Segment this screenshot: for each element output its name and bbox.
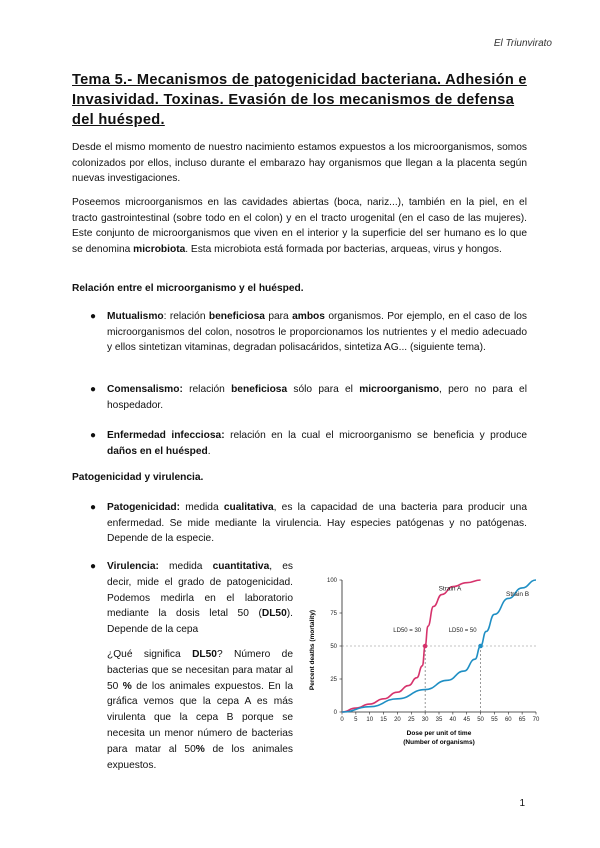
header-author: El Triunvirato bbox=[493, 38, 552, 49]
x-axis-label: Dose per unit of time bbox=[406, 730, 472, 737]
bullet-comensalismo: Comensalismo: relación beneficiosa sólo para el microorganismo, pero no para el hospedador. bbox=[107, 384, 527, 411]
page-number: 1 bbox=[519, 798, 525, 809]
bullet-icon: ● bbox=[90, 561, 97, 572]
x-tick-label: 70 bbox=[532, 717, 540, 723]
section-heading-relacion: Relación entre el microorganismo y el huésped. bbox=[72, 283, 304, 294]
page-title: Tema 5.- Mecanismos de patogenicidad bacteriana. Adhesión e Invasividad. Toxinas. Evasión de los mecanismos de defensa del huésped. bbox=[72, 72, 527, 128]
y-tick-label: 50 bbox=[330, 644, 337, 650]
ld50-point bbox=[478, 644, 483, 649]
bullet-icon: ● bbox=[90, 384, 97, 395]
bullet-icon: ● bbox=[90, 502, 97, 513]
bullet-virulencia: Virulencia: medida cuantitativa, es decir, mide el grado de patogenicidad. Podemos medirla en el laboratorio mediante la dosis letal 50 (DL50). Depende de la cepa bbox=[107, 561, 294, 636]
bullet-icon: ● bbox=[90, 311, 97, 322]
x-tick-label: 35 bbox=[435, 717, 443, 723]
intro-paragraph: Desde el mismo momento de nuestro nacimiento estamos expuestos a los microorganismos, somos colonizados por ellos, incluso durante el embarazo hay organismos que llegan a la placenta según nuevas investigaciones. bbox=[72, 142, 527, 185]
x-tick-label: 50 bbox=[477, 717, 484, 723]
x-tick-label: 60 bbox=[504, 717, 512, 723]
y-tick-label: 0 bbox=[333, 710, 337, 716]
y-tick-label: 25 bbox=[330, 677, 337, 683]
bullet-mutualismo: Mutualismo: relación beneficiosa para ambos organismos. Por ejemplo, en el caso de los microorganismos del colon, nosotros le proporcionamos los nutrientes y el medio adecuado y ellos sintetizan vitaminas, degradan polisacáridos, sintetiza AG... (siguiente tema). bbox=[107, 311, 527, 354]
x-tick-label: 0 bbox=[340, 717, 344, 723]
dl50-paragraph: ¿Qué significa DL50? Número de bacterias que se necesitan para matar al 50 % de los animales expuestos. En la gráfica vemos que la cepa A es más virulenta que la cepa B porque se necesita un menor número de bacterias para matar al 50% de los animales expuestos. bbox=[107, 649, 293, 771]
y-tick-label: 75 bbox=[330, 611, 337, 617]
x-tick-label: 40 bbox=[449, 717, 457, 723]
x-tick-label: 55 bbox=[491, 717, 498, 723]
x-tick-label: 5 bbox=[354, 717, 358, 723]
x-tick-label: 20 bbox=[394, 717, 401, 723]
x-tick-label: 65 bbox=[518, 717, 526, 723]
x-axis-sublabel: (Number of organisms) bbox=[403, 739, 475, 746]
microbiota-term: microbiota bbox=[133, 243, 186, 255]
x-tick-label: 15 bbox=[380, 717, 387, 723]
section-heading-patogenicidad: Patogenicidad y virulencia. bbox=[72, 472, 204, 483]
x-tick-label: 10 bbox=[366, 717, 374, 723]
x-tick-label: 25 bbox=[407, 717, 415, 723]
ld50-label: LD50 = 30 bbox=[393, 628, 422, 634]
series-label: Strain A bbox=[438, 585, 462, 593]
y-axis-label: Percent deaths (mortality) bbox=[309, 609, 316, 691]
ld50-label: LD50 = 50 bbox=[448, 628, 477, 634]
microbiota-paragraph: Poseemos microorganismos en las cavidades abiertas (boca, nariz...), también en la piel, en el tracto gastrointestinal (sobre todo en el colon) y en el tracto urogenital (en el caso de las mujeres). Este conjunto de microorganismos que viven en el interior y la superficie del ser humano es lo que se denomina microbiota. Esta microbiota está formada por bacterias, arqueas, virus y hongos. bbox=[72, 197, 527, 255]
series-label: Strain B bbox=[506, 590, 530, 598]
x-tick-label: 30 bbox=[421, 717, 429, 723]
bullet-patogenicidad: Patogenicidad: medida cualitativa, es la capacidad de una bacteria para producir una enfermedad. Se mide mediante la virulencia. Hay especies patógenas y no patógenas. Depende de la especie. bbox=[107, 502, 527, 545]
ld50-chart bbox=[300, 570, 545, 754]
y-tick-label: 100 bbox=[326, 578, 337, 584]
bullet-icon: ● bbox=[90, 430, 97, 441]
bullet-enfermedad: Enfermedad infecciosa: relación en la cual el microorganismo se beneficia y produce daños en el huésped. bbox=[107, 430, 527, 457]
x-tick-label: 45 bbox=[463, 717, 471, 723]
ld50-point bbox=[423, 644, 428, 649]
